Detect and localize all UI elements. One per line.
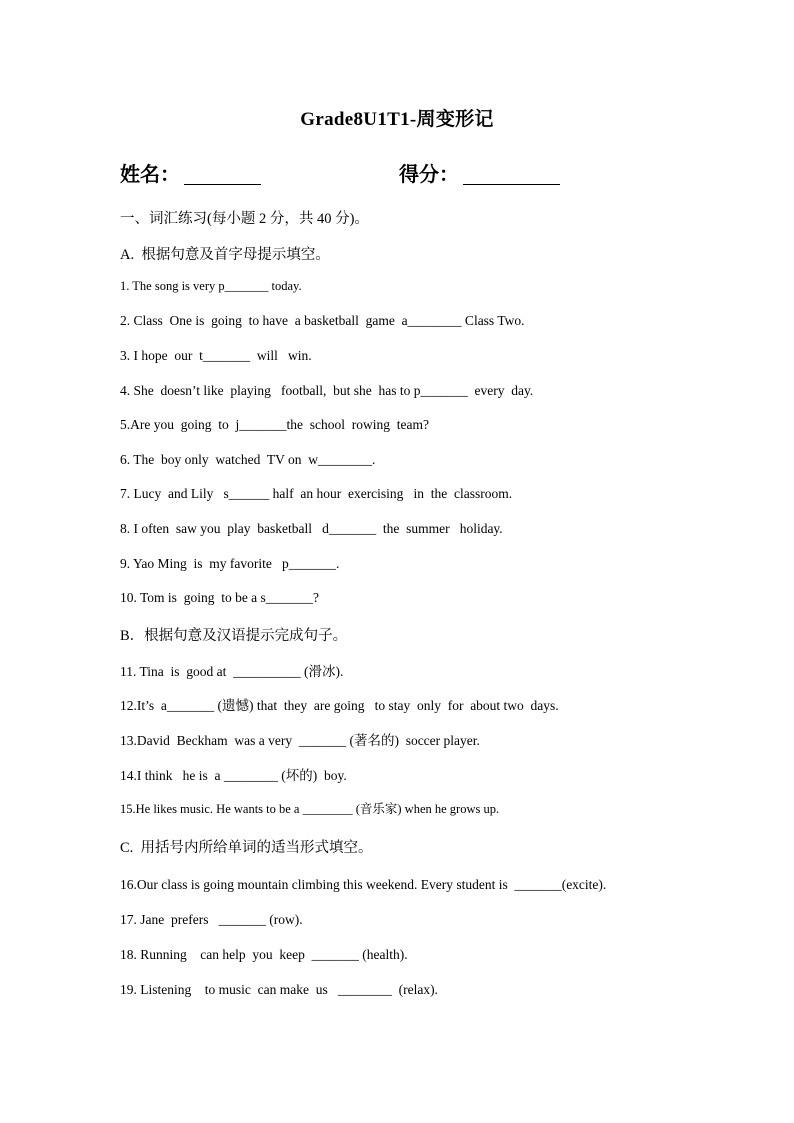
question-item: 1. The song is very p_______ today. (120, 279, 302, 293)
section-a-heading: A. 根据句意及首字母提示填空。 (120, 247, 330, 263)
question-item: 16.Our class is going mountain climbing this weekend. Every student is _______(excite). (120, 877, 607, 892)
question-item: 3. I hope our t_______ will win. (120, 348, 312, 363)
question-item: 19. Listening to music can make us ________ (relax). (120, 982, 438, 997)
question-item: 6. The boy only watched TV on w________. (120, 452, 376, 467)
section-b-heading: B．根据句意及汉语提示完成句子。 (120, 628, 348, 644)
score-label: 得分： (399, 164, 459, 186)
question-item: 11. Tina is good at __________ (滑冰). (120, 664, 344, 679)
name-blank-line (184, 184, 261, 185)
question-item: 9. Yao Ming is my favorite p_______. (120, 556, 340, 571)
question-item: 13.David Beckham was a very _______ (著名的) soccer player. (120, 733, 480, 748)
question-item: 2. Class One is going to have a basketball game a________ Class Two. (120, 313, 525, 328)
question-item: 8. I often saw you play basketball d_______ the summer holiday. (120, 521, 503, 536)
question-item: 15.He likes music. He wants to be a ________ (音乐家) when he grows up. (120, 802, 500, 816)
question-item: 7. Lucy and Lily s______ half an hour exercising in the classroom. (120, 486, 513, 501)
question-item: 10. Tom is going to be a s_______? (120, 590, 320, 605)
name-score-row (120, 158, 680, 188)
question-item: 12.It’s a_______ (遗憾) that they are going to stay only for about two days. (120, 698, 559, 713)
page-title: Grade8U1T1-周变形记 (300, 109, 494, 130)
part-one-heading: 一、词汇练习(每小题 2 分，共 40 分)。 (120, 211, 369, 227)
name-label: 姓名： (120, 164, 180, 186)
question-item: 5.Are you going to j_______the school rowing team? (120, 417, 429, 432)
question-item: 18. Running can help you keep _______ (health). (120, 947, 408, 962)
section-c-heading: C. 用括号内所给单词的适当形式填空。 (120, 840, 373, 856)
score-blank-line (463, 184, 560, 185)
question-item: 4. She doesn’t like playing football, but she has to p_______ every day. (120, 383, 534, 398)
question-item: 14.I think he is a ________ (坏的) boy. (120, 768, 347, 783)
question-item: 17. Jane prefers _______ (row). (120, 912, 303, 927)
